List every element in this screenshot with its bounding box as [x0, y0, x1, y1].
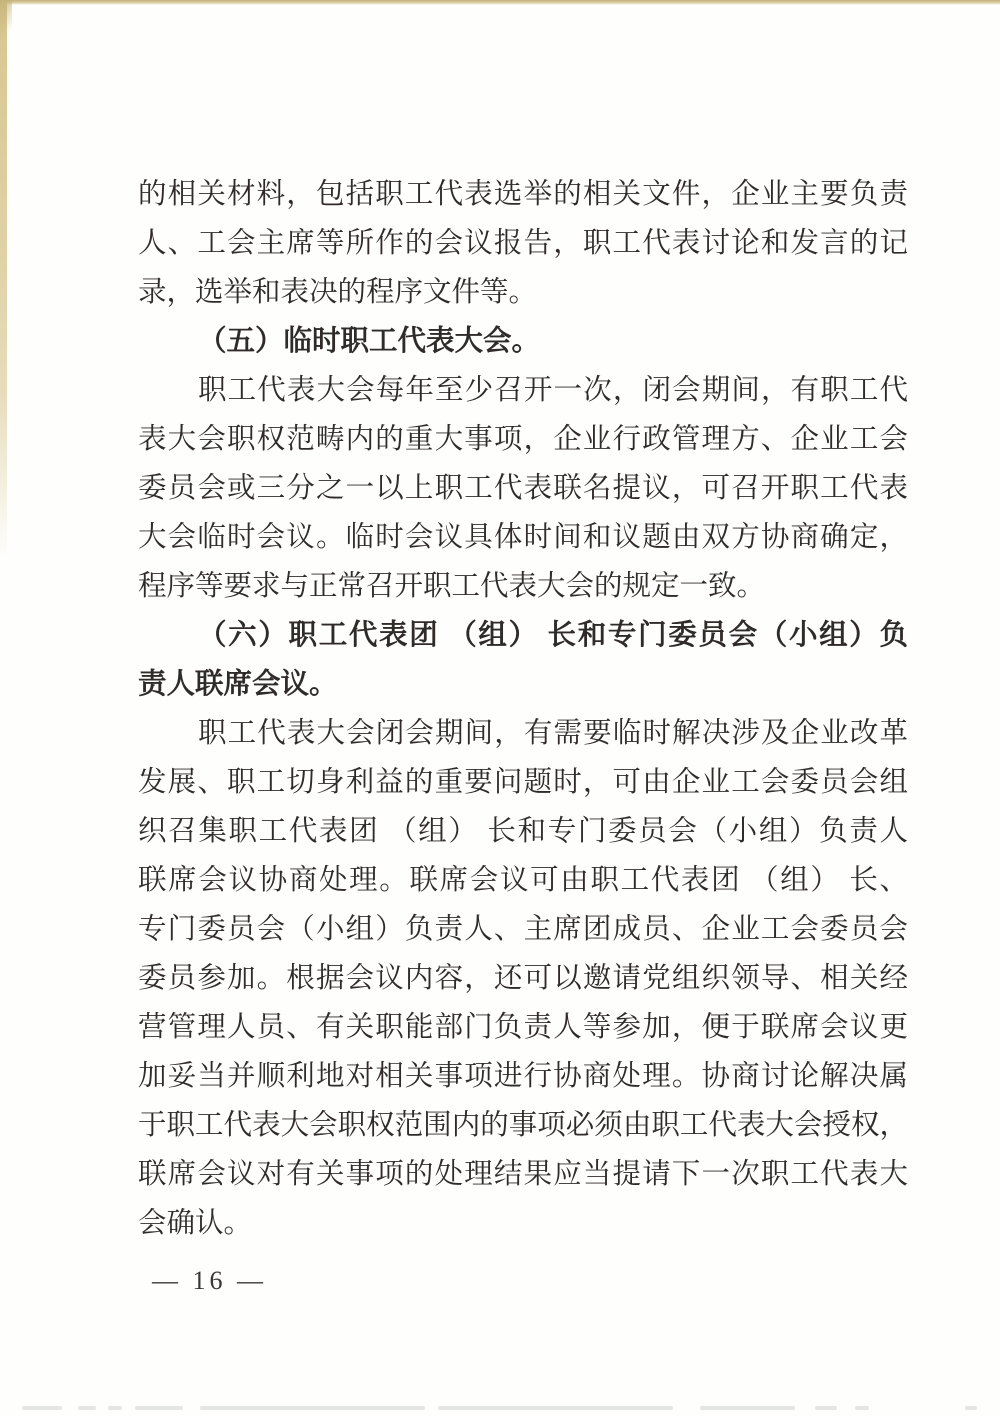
- text-line: 营管理人员、有关职能部门负责人等参加，便于联席会议更: [138, 1012, 908, 1043]
- scan-noise-mark: [815, 1406, 837, 1410]
- scan-edge-corner: [0, 0, 12, 40]
- scan-noise-mark: [965, 1406, 977, 1410]
- text-line: （五）临时职工代表大会。: [198, 326, 541, 357]
- text-line: 发展、职工切身利益的重要问题时，可由企业工会委员会组: [138, 767, 908, 798]
- scan-noise-mark: [108, 1406, 122, 1410]
- scan-noise-mark: [135, 1406, 183, 1410]
- scan-noise-mark: [700, 1406, 795, 1410]
- text-line: 大会临时会议。临时会议具体时间和议题由双方协商确定，: [138, 522, 908, 553]
- scan-edge-top: [0, 0, 1000, 5]
- scan-noise-mark: [200, 1406, 425, 1410]
- text-line: 责人联席会议。: [138, 669, 338, 700]
- text-line: 委员会或三分之一以上职工代表联名提议，可召开职工代表: [138, 473, 908, 504]
- scan-edge-left: [0, 0, 7, 560]
- text-line: 的相关材料，包括职工代表选举的相关文件，企业主要负责: [138, 179, 908, 210]
- text-line: （六）职工代表团 （组） 长和专门委员会（小组）负: [198, 620, 908, 651]
- text-line: 人、工会主席等所作的会议报告，职工代表讨论和发言的记: [138, 228, 908, 259]
- text-line: 加妥当并顺利地对相关事项进行协商处理。协商讨论解决属: [138, 1061, 908, 1092]
- text-line: 职工代表大会每年至少召开一次，闭会期间，有职工代: [198, 375, 908, 406]
- text-line: 委员参加。根据会议内容，还可以邀请党组织领导、相关经: [138, 963, 908, 994]
- scan-noise-mark: [22, 1406, 62, 1410]
- text-line: 程序等要求与正常召开职工代表大会的规定一致。: [138, 571, 766, 602]
- text-line: 织召集职工代表团 （组） 长和专门委员会（小组）负责人: [138, 816, 908, 847]
- scan-noise-mark: [78, 1406, 96, 1410]
- text-line: 联席会议对有关事项的处理结果应当提请下一次职工代表大: [138, 1159, 908, 1190]
- document-body-text: [138, 170, 908, 1248]
- text-line: 录，选举和表决的程序文件等。: [138, 277, 538, 308]
- text-line: 会确认。: [138, 1208, 253, 1239]
- text-line: 于职工代表大会职权范围内的事项必须由职工代表大会授权，: [138, 1110, 908, 1141]
- scan-noise-mark: [438, 1406, 673, 1410]
- text-line: 表大会职权范畴内的重大事项，企业行政管理方、企业工会: [138, 424, 908, 455]
- text-line: 联席会议协商处理。联席会议可由职工代表团 （组） 长、: [138, 865, 908, 896]
- text-line: 职工代表大会闭会期间，有需要临时解决涉及企业改革: [198, 718, 908, 749]
- page-number: — 16 —: [152, 1266, 267, 1295]
- text-line: 专门委员会（小组）负责人、主席团成员、企业工会委员会: [138, 914, 908, 945]
- scan-noise-mark: [855, 1406, 869, 1410]
